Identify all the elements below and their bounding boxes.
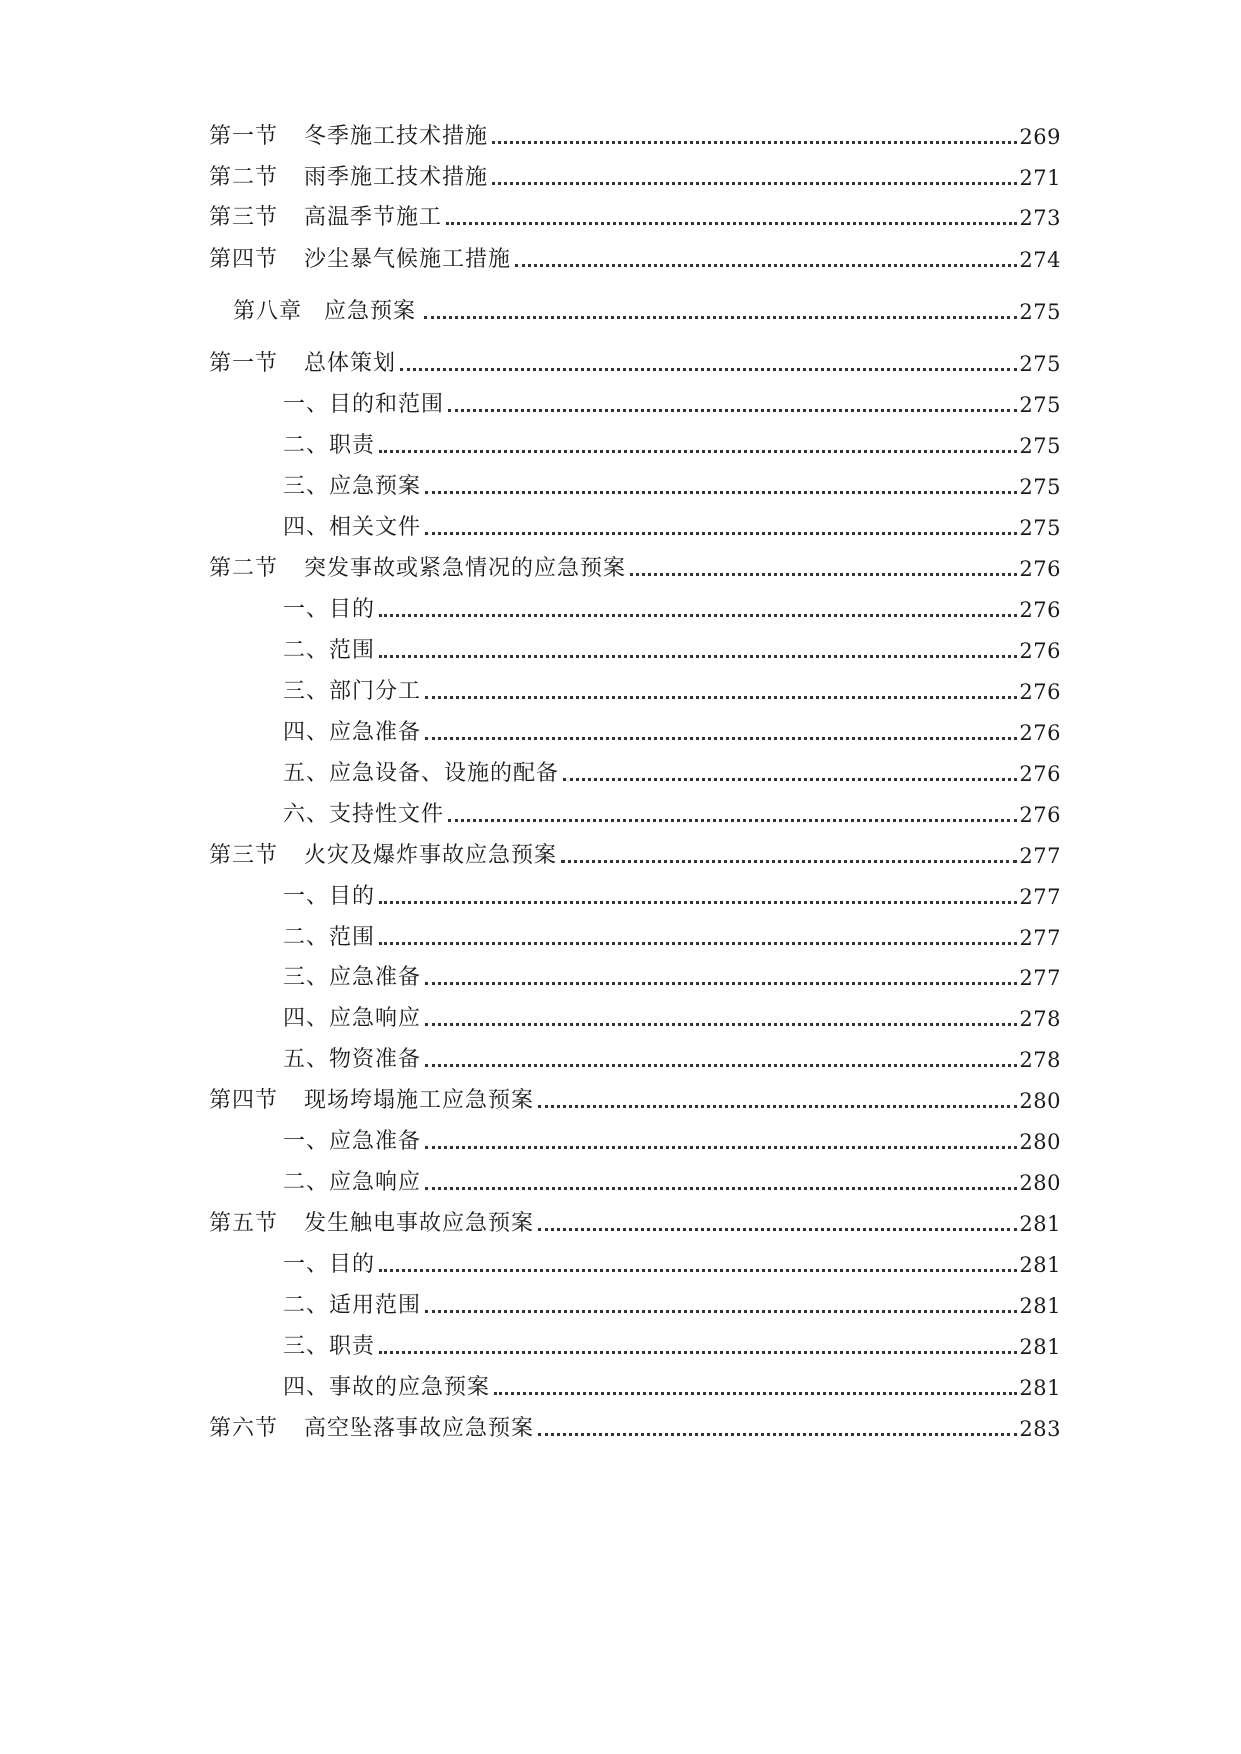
toc-entry-title: 突发事故或紧急情况的应急预案 xyxy=(304,556,627,581)
toc-entry-title: 冬季施工技术措施 xyxy=(304,124,489,149)
toc-subsection-entry[interactable] xyxy=(283,1122,1061,1156)
toc-entry-number: 第二节 xyxy=(209,165,279,190)
dot-leader xyxy=(538,1228,1017,1231)
toc-page-number: 276 xyxy=(1019,803,1061,827)
toc-subsection-entry[interactable] xyxy=(283,713,1061,747)
toc-entry-number: 一、 xyxy=(283,1129,330,1154)
dot-leader xyxy=(492,141,1017,144)
dot-leader xyxy=(630,573,1017,576)
toc-entry-label xyxy=(209,1087,534,1115)
toc-entry-title: 沙尘暴气候施工措施 xyxy=(304,247,512,272)
toc-entry-title: 范围 xyxy=(329,638,376,663)
dot-leader xyxy=(379,655,1017,658)
toc-subsection-entry[interactable] xyxy=(283,1245,1061,1279)
toc-entry-number: 四、 xyxy=(283,720,330,745)
toc-entry-label xyxy=(283,1005,421,1033)
toc-page-number: 283 xyxy=(1019,1417,1061,1441)
toc-page-number: 276 xyxy=(1019,639,1061,663)
toc-subsection-entry[interactable] xyxy=(283,1327,1061,1361)
dot-leader xyxy=(563,778,1017,781)
toc-entry-number: 五、 xyxy=(283,1047,330,1072)
toc-page-number: 280 xyxy=(1019,1089,1061,1113)
toc-subsection-entry[interactable] xyxy=(283,999,1061,1033)
dot-leader xyxy=(446,222,1017,225)
toc-entry-label xyxy=(283,1128,421,1156)
toc-page-number: 281 xyxy=(1019,1253,1061,1277)
dot-leader xyxy=(538,1433,1017,1436)
toc-entry-title: 相关文件 xyxy=(329,515,422,540)
toc-subsection-entry[interactable] xyxy=(283,426,1061,460)
toc-entry-label xyxy=(233,298,416,326)
dot-leader xyxy=(379,901,1017,904)
toc-entry-number: 一、 xyxy=(283,392,330,417)
toc-entry-number: 一、 xyxy=(283,597,330,622)
toc-entry-label xyxy=(283,473,421,501)
toc-entry-number: 第一节 xyxy=(209,351,279,376)
toc-entry-number: 第三节 xyxy=(209,843,279,868)
toc-entry-title: 事故的应急预案 xyxy=(329,1375,491,1400)
dot-leader xyxy=(425,1064,1017,1067)
dot-leader xyxy=(379,450,1017,453)
toc-entry-title: 物资准备 xyxy=(329,1047,422,1072)
toc-entry-title: 应急预案 xyxy=(329,474,422,499)
toc-entry-label xyxy=(283,801,444,829)
toc-entry-title: 部门分工 xyxy=(329,679,422,704)
toc-entry-title: 现场垮塌施工应急预案 xyxy=(304,1088,535,1113)
toc-entry-number: 二、 xyxy=(283,433,330,458)
dot-leader xyxy=(379,1269,1017,1272)
toc-entry-number: 第三节 xyxy=(209,205,279,230)
toc-entry-label xyxy=(283,964,421,992)
toc-entry-label xyxy=(209,1415,534,1443)
toc-page-number: 280 xyxy=(1019,1130,1061,1154)
toc-page-number: 281 xyxy=(1019,1335,1061,1359)
toc-subsection-entry[interactable] xyxy=(283,754,1061,788)
toc-entry-title: 职责 xyxy=(329,1334,376,1359)
toc-entry-label xyxy=(283,1251,375,1279)
toc-entry-number: 一、 xyxy=(283,1252,330,1277)
toc-subsection-entry[interactable] xyxy=(283,385,1061,419)
toc-entry-label xyxy=(283,760,559,788)
toc-page-number: 276 xyxy=(1019,721,1061,745)
toc-section-entry[interactable] xyxy=(209,158,1061,192)
toc-chapter-entry[interactable] xyxy=(233,292,1061,326)
toc-entry-title: 范围 xyxy=(329,925,376,950)
toc-entry-number: 三、 xyxy=(283,965,330,990)
toc-page-number: 276 xyxy=(1019,762,1061,786)
toc-entry-number: 第六节 xyxy=(209,1416,279,1441)
toc-page-number: 280 xyxy=(1019,1171,1061,1195)
toc-page-number: 269 xyxy=(1019,125,1061,149)
toc-entry-number: 第二节 xyxy=(209,556,279,581)
toc-entry-number: 二、 xyxy=(283,1170,330,1195)
toc-subsection-entry[interactable] xyxy=(283,958,1061,992)
dot-leader xyxy=(379,942,1017,945)
toc-subsection-entry[interactable] xyxy=(283,1368,1061,1402)
toc-page-number: 277 xyxy=(1019,926,1061,950)
dot-leader xyxy=(448,819,1017,822)
toc-page-number: 275 xyxy=(1019,434,1061,458)
toc-entry-label xyxy=(283,719,421,747)
toc-page-number: 273 xyxy=(1019,206,1061,230)
toc-page-number: 275 xyxy=(1019,300,1061,324)
toc-subsection-entry[interactable] xyxy=(283,1286,1061,1320)
toc-entry-label xyxy=(209,350,396,378)
toc-entry-label xyxy=(283,1374,490,1402)
toc-entry-number: 四、 xyxy=(283,515,330,540)
toc-entry-label xyxy=(283,1333,375,1361)
toc-section-entry[interactable] xyxy=(209,117,1061,151)
dot-leader xyxy=(425,737,1017,740)
toc-entry-title: 应急设备、设施的配备 xyxy=(329,761,560,786)
toc-entry-title: 职责 xyxy=(329,433,376,458)
toc-entry-number: 三、 xyxy=(283,1334,330,1359)
toc-entry-title: 目的 xyxy=(329,597,376,622)
toc-subsection-entry[interactable] xyxy=(283,672,1061,706)
toc-subsection-entry[interactable] xyxy=(283,1163,1061,1197)
toc-section-entry[interactable] xyxy=(209,1204,1061,1238)
dot-leader xyxy=(492,182,1017,185)
toc-entry-label xyxy=(209,1210,534,1238)
dot-leader xyxy=(494,1392,1017,1395)
toc-page-number: 274 xyxy=(1019,248,1061,272)
toc-entry-number: 二、 xyxy=(283,925,330,950)
toc-entry-title: 发生触电事故应急预案 xyxy=(304,1211,535,1236)
toc-section-entry[interactable] xyxy=(209,549,1061,583)
toc-entry-number: 一、 xyxy=(283,884,330,909)
toc-entry-title: 高空坠落事故应急预案 xyxy=(304,1416,535,1441)
toc-entry-number: 二、 xyxy=(283,638,330,663)
toc-page-number: 278 xyxy=(1019,1007,1061,1031)
toc-entry-number: 第一节 xyxy=(209,124,279,149)
toc-entry-number: 第八章 xyxy=(233,299,303,324)
toc-page-number: 271 xyxy=(1019,166,1061,190)
toc-entry-label xyxy=(209,246,511,274)
dot-leader xyxy=(424,316,1017,319)
toc-entry-number: 三、 xyxy=(283,679,330,704)
toc-page-number: 278 xyxy=(1019,1048,1061,1072)
toc-entry-label xyxy=(209,555,626,583)
toc-entry-label xyxy=(209,842,557,870)
toc-entry-number: 六、 xyxy=(283,802,330,827)
dot-leader xyxy=(515,264,1017,267)
toc-entry-label xyxy=(209,204,442,232)
toc-page-number: 275 xyxy=(1019,393,1061,417)
toc-entry-label xyxy=(283,1169,421,1197)
toc-entry-label xyxy=(283,883,375,911)
toc-entry-number: 二、 xyxy=(283,1293,330,1318)
toc-entry-label xyxy=(283,596,375,624)
toc-entry-label xyxy=(209,164,488,192)
toc-entry-label xyxy=(283,432,375,460)
toc-subsection-entry[interactable] xyxy=(283,918,1061,952)
toc-page-number: 275 xyxy=(1019,352,1061,376)
dot-leader xyxy=(425,1023,1017,1026)
toc-page-number: 281 xyxy=(1019,1212,1061,1236)
toc-entry-label xyxy=(283,1046,421,1074)
toc-page-number: 277 xyxy=(1019,844,1061,868)
toc-page-number: 277 xyxy=(1019,966,1061,990)
toc-page-number: 281 xyxy=(1019,1376,1061,1400)
toc-page-number: 275 xyxy=(1019,475,1061,499)
toc-section-entry[interactable] xyxy=(209,240,1061,274)
toc-entry-title: 支持性文件 xyxy=(329,802,445,827)
toc-subsection-entry[interactable] xyxy=(283,1040,1061,1074)
dot-leader xyxy=(425,1146,1017,1149)
toc-section-entry[interactable] xyxy=(209,836,1061,870)
toc-entry-label xyxy=(283,678,421,706)
toc-subsection-entry[interactable] xyxy=(283,508,1061,542)
dot-leader xyxy=(425,1187,1017,1190)
dot-leader xyxy=(561,860,1017,863)
toc-entry-label xyxy=(283,637,375,665)
toc-section-entry[interactable] xyxy=(209,344,1061,378)
toc-entry-number: 四、 xyxy=(283,1375,330,1400)
toc-page-number: 276 xyxy=(1019,598,1061,622)
dot-leader xyxy=(379,614,1017,617)
toc-entry-number: 第五节 xyxy=(209,1211,279,1236)
toc-section-entry[interactable] xyxy=(209,1081,1061,1115)
toc-entry-title: 目的和范围 xyxy=(329,392,445,417)
toc-entry-title: 总体策划 xyxy=(304,351,397,376)
toc-entry-title: 火灾及爆炸事故应急预案 xyxy=(304,843,558,868)
toc-entry-title: 应急预案 xyxy=(324,299,417,324)
dot-leader xyxy=(425,532,1017,535)
toc-entry-number: 四、 xyxy=(283,1006,330,1031)
dot-leader xyxy=(425,696,1017,699)
toc-entry-title: 应急准备 xyxy=(329,965,422,990)
toc-page-number: 281 xyxy=(1019,1294,1061,1318)
toc-page-number: 276 xyxy=(1019,557,1061,581)
toc-entry-title: 目的 xyxy=(329,884,376,909)
toc-subsection-entry[interactable] xyxy=(283,631,1061,665)
toc-section-entry[interactable] xyxy=(209,198,1061,232)
toc-subsection-entry[interactable] xyxy=(283,877,1061,911)
toc-subsection-entry[interactable] xyxy=(283,795,1061,829)
toc-entry-number: 五、 xyxy=(283,761,330,786)
toc-entry-label xyxy=(283,514,421,542)
toc-entry-title: 应急准备 xyxy=(329,1129,422,1154)
toc-entry-title: 应急响应 xyxy=(329,1006,422,1031)
toc-section-entry[interactable] xyxy=(209,1409,1061,1443)
toc-entry-title: 雨季施工技术措施 xyxy=(304,165,489,190)
toc-page-number: 276 xyxy=(1019,680,1061,704)
toc-entry-title: 适用范围 xyxy=(329,1293,422,1318)
toc-page-number: 275 xyxy=(1019,516,1061,540)
toc-subsection-entry[interactable] xyxy=(283,467,1061,501)
toc-entry-title: 应急响应 xyxy=(329,1170,422,1195)
toc-page-number: 277 xyxy=(1019,885,1061,909)
dot-leader xyxy=(538,1105,1017,1108)
toc-entry-label xyxy=(283,1292,421,1320)
toc-entry-label xyxy=(283,391,444,419)
toc-entry-title: 目的 xyxy=(329,1252,376,1277)
toc-entry-title: 应急准备 xyxy=(329,720,422,745)
dot-leader xyxy=(379,1351,1017,1354)
toc-entry-label xyxy=(209,123,488,151)
toc-entry-title: 高温季节施工 xyxy=(304,205,443,230)
dot-leader xyxy=(400,368,1017,371)
dot-leader xyxy=(425,491,1017,494)
toc-entry-number: 三、 xyxy=(283,474,330,499)
toc-entry-label xyxy=(283,924,375,952)
toc-subsection-entry[interactable] xyxy=(283,590,1061,624)
dot-leader xyxy=(448,409,1017,412)
dot-leader xyxy=(425,982,1017,985)
dot-leader xyxy=(425,1310,1017,1313)
toc-entry-number: 第四节 xyxy=(209,1088,279,1113)
toc-entry-number: 第四节 xyxy=(209,247,279,272)
